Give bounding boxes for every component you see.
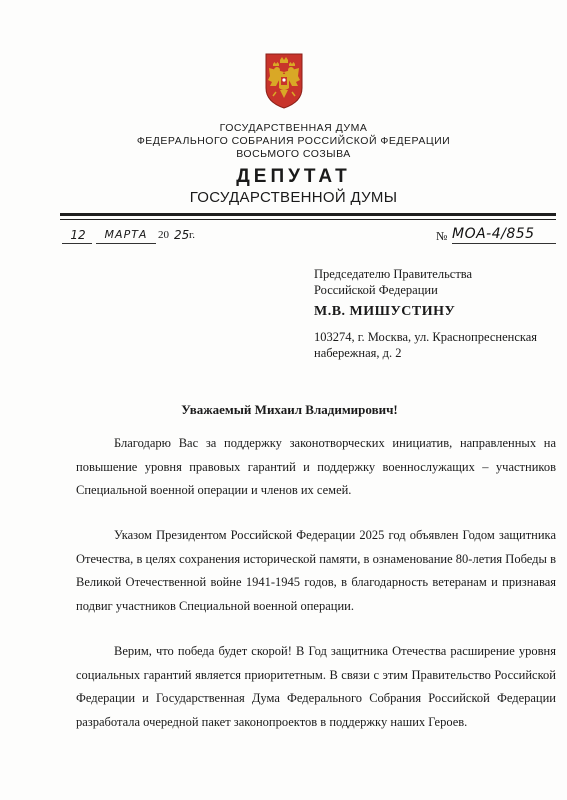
header-title: ДЕПУТАТ (236, 166, 351, 187)
date-number-row (60, 228, 556, 248)
date-year-printed: 20 (158, 229, 169, 241)
date-month-underline (96, 243, 156, 244)
number-underline (452, 243, 556, 244)
header-divider-thick (60, 213, 556, 216)
date-month: МАРТА (104, 228, 148, 241)
paragraph-2 (76, 524, 556, 618)
number-label: № (436, 229, 448, 243)
header-line-convocation: ВОСЬМОГО СОЗЫВА (236, 148, 351, 160)
paragraph-1-text: Благодарю Вас за поддержку законотворческих инициатив, направленных на повышение уровня правовых гарантий и поддержку военнослужащих – участников Специальной военной операции и членов их семей. (76, 436, 556, 497)
addressee-address: 103274, г. Москва, ул. Краснопресненская набережная, д. 2 (314, 330, 538, 360)
header-line-duma: ГОСУДАРСТВЕННАЯ ДУМА (219, 122, 368, 134)
addressee-name: М.В. МИШУСТИНУ (314, 304, 456, 319)
coat-of-arms-icon (264, 52, 304, 110)
header-line-assembly: ФЕДЕРАЛЬНОГО СОБРАНИЯ РОССИЙСКОЙ ФЕДЕРАЦИИ (136, 135, 451, 147)
paragraph-2-text: Указом Президентом Российской Федерации 2025 год объявлен Годом защитника Отечества, в целях сохранения исторической памяти, в ознаменование 80-летия Победы в Великой Отечественной войне 1941-1945 годов, в благодарность ветеранам и признавая подвиг участников Специальной военной операции. (76, 528, 556, 613)
date-suffix: г. (189, 229, 196, 241)
paragraph-1 (76, 432, 556, 503)
outgoing-number: МОА-4/855 (452, 226, 535, 242)
date-year-handwritten: 25 (174, 228, 190, 242)
salutation: Уважаемый Михаил Владимирович! (181, 402, 398, 417)
date-day: 12 (70, 228, 86, 242)
date-day-underline (62, 243, 92, 244)
paragraph-3-text: Верим, что победа будет скорой! В Год защитника Отечества расширение уровня социальных гарантий является приоритетным. В связи с этим Правительство Российской Федерации и Государственная Дума Федерального Собрания Российской Федерации разработала очередной пакет законопроектов в поддержку наших Героев. (76, 644, 556, 729)
addressee-title: Председателю Правительства Российской Федерации (314, 267, 473, 297)
header-subtitle: ГОСУДАРСТВЕННОЙ ДУМЫ (189, 189, 398, 206)
header-divider-thin (60, 219, 556, 220)
paragraph-3 (76, 640, 556, 734)
